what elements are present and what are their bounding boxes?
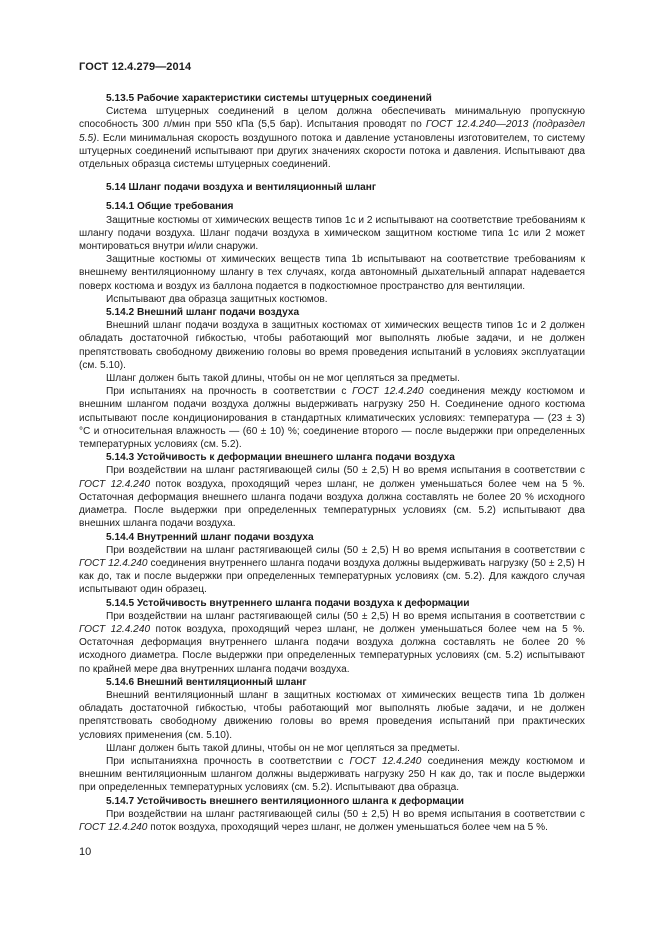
section-heading: 5.14.3 Устойчивость к деформации внешнего шланга подачи воздуха: [106, 452, 455, 464]
paragraph: При воздействии на шланг растягивающей силы (50 ± 2,5) Н во время испытания в соответствии с ГОСТ 12.4.240 поток воздуха, проходящий через шланг, не должен уменьшаться более чем на 5 %. Остаточная деформация внешнего шланга подачи воздуха должна составлять не более 20 % исходного диаметра. После выдержки при определенных температурных условиях (см. 5.2) испытывают два внешних шланга подачи воздуха.: [79, 465, 585, 530]
standard-reference: ГОСТ 12.4.240: [352, 386, 424, 398]
standard-reference: ГОСТ 12.4.240: [349, 755, 422, 767]
paragraph: Шланг должен быть такой длины, чтобы он не мог цепляться за предметы.: [106, 742, 460, 754]
standard-reference: ГОСТ 12.4.240: [79, 623, 151, 635]
paragraph: Испытывают два образца защитных костюмов.: [106, 293, 328, 305]
paragraph: Внешний вентиляционный шланг в защитных костюмах от химических веществ типа 1b должен обладать достаточной гибкостью, чтобы работающий мог выполнять любые задачи, и не должен препятствовать свободному движению головы во время проведения испытаний при практических условиях применения (см. 5.10).: [79, 689, 585, 741]
paragraph: Внешний шланг подачи воздуха в защитных костюмах от химических веществ типов 1с и 2 должен обладать достаточной гибкостью, чтобы работающий мог выполнять любые задачи, и не должен препятствовать свободному движению головы во время проведения испытаний в условиях эксплуатации (см. 5.10).: [79, 320, 585, 371]
standard-reference: ГОСТ 12.4.240: [79, 557, 148, 569]
section-heading: 5.14.4 Внутренний шланг подачи воздуха: [106, 531, 314, 543]
paragraph: При испытаниях на прочность в соответствии с ГОСТ 12.4.240 соединения между костюмом и внешним шлангом подачи воздуха должны выдерживать нагрузку 250 Н. Соединение одного костюма испытывают после кондиционирования в стандартных климатических условиях: температура — (23 ± 3) °С и относительная влажность — (60 ± 10) %; соединение второго — после выдержки при определенных температурных условиях (см. 5.2).: [79, 386, 585, 451]
paragraph: При воздействии на шланг растягивающей силы (50 ± 2,5) Н во время испытания в соответствии с ГОСТ 12.4.240 поток воздуха, проходящий через шланг, не должен уменьшаться более чем на 5 %. Остаточная деформация внутреннего шланга подачи воздуха должна составлять не более 20 % исходного диаметра. После выдержки при определенных температурных условиях (см. 5.2) испытывают по крайней мере два внутренних шланга подачи воздуха.: [79, 610, 585, 675]
section-heading: 5.14.1 Общие требования: [106, 201, 234, 213]
paragraph: При воздействии на шланг растягивающей силы (50 ± 2,5) Н во время испытания в соответствии с ГОСТ 12.4.240 соединения внутреннего шланга подачи воздуха должны выдерживать нагрузку (50 ± 2,5) Н как до, так и после выдержки при определенных температурных условиях (см. 5.2). Для каждого случая испытывают один образец.: [79, 544, 585, 596]
paragraph: При воздействии на шланг растягивающей силы (50 ± 2,5) Н во время испытания в соответствии с ГОСТ 12.4.240 поток воздуха, проходящий через шланг, не должен уменьшаться более чем на 5 %.: [79, 808, 585, 833]
page-number: 10: [79, 846, 92, 858]
document-body: [79, 92, 585, 834]
section-heading: 5.13.5 Рабочие характеристики системы штуцерных соединений: [106, 93, 432, 104]
paragraph: Защитные костюмы от химических веществ типа 1b испытывают на соответствие требованиям к внешнему вентиляционному шлангу в тех случаях, когда автономный дыхательный аппарат надевается поверх костюма и воздух из баллона подается в подкостюмное пространство для вентиляции.: [79, 254, 585, 292]
standard-reference: ГОСТ 12.4.240—2013 (подраздел 5.5): [79, 119, 585, 144]
standard-reference: ГОСТ 12.4.240: [79, 821, 148, 833]
section-heading: 5.14 Шланг подачи воздуха и вентиляционный шланг: [106, 182, 377, 194]
spacer: [79, 171, 585, 181]
section-heading: 5.14.2 Внешний шланг подачи воздуха: [106, 307, 300, 319]
paragraph: Шланг должен быть такой длины, чтобы он не мог цепляться за предметы.: [106, 373, 460, 385]
paragraph: При испытанияхна прочность в соответствии с ГОСТ 12.4.240 соединения между костюмом и внешним вентиляционным шлангом должны выдерживать нагрузку 250 Н как до, так и после выдержки при определенных температурных условиях (см. 5.2). Испытывают два образца.: [79, 755, 585, 794]
section-heading: 5.14.6 Внешний вентиляционный шланг: [106, 676, 307, 688]
section-heading: 5.14.5 Устойчивость внутреннего шланга подачи воздуха к деформации: [106, 597, 470, 609]
paragraph: Защитные костюмы от химических веществ типов 1с и 2 испытывают на соответствие требованиям к шлангу подачи воздуха. Шланг подачи воздуха в химическом защитном костюме типа 1с или 2 может монтироваться внутри и/или снаружи.: [79, 214, 585, 253]
section-heading: 5.14.7 Устойчивость внешнего вентиляционного шланга к деформации: [106, 795, 464, 807]
paragraph: Система штуцерных соединений в целом должна обеспечивать минимальную пропускную способность 300 л/мин при 550 кПа (5,5 бар). Испытания проводят по ГОСТ 12.4.240—2013 (подраздел 5.5). Если минимальная скорость воздушного потока и давление установлены изготовителем, то систему штуцерных соединений испытывают при других значениях скорости потока и давления. Испытывают два отдельных образца системы штуцерных соединений.: [79, 106, 585, 171]
standard-reference: ГОСТ 12.4.240: [79, 478, 151, 490]
document-header: ГОСТ 12.4.279—2014: [79, 61, 192, 73]
